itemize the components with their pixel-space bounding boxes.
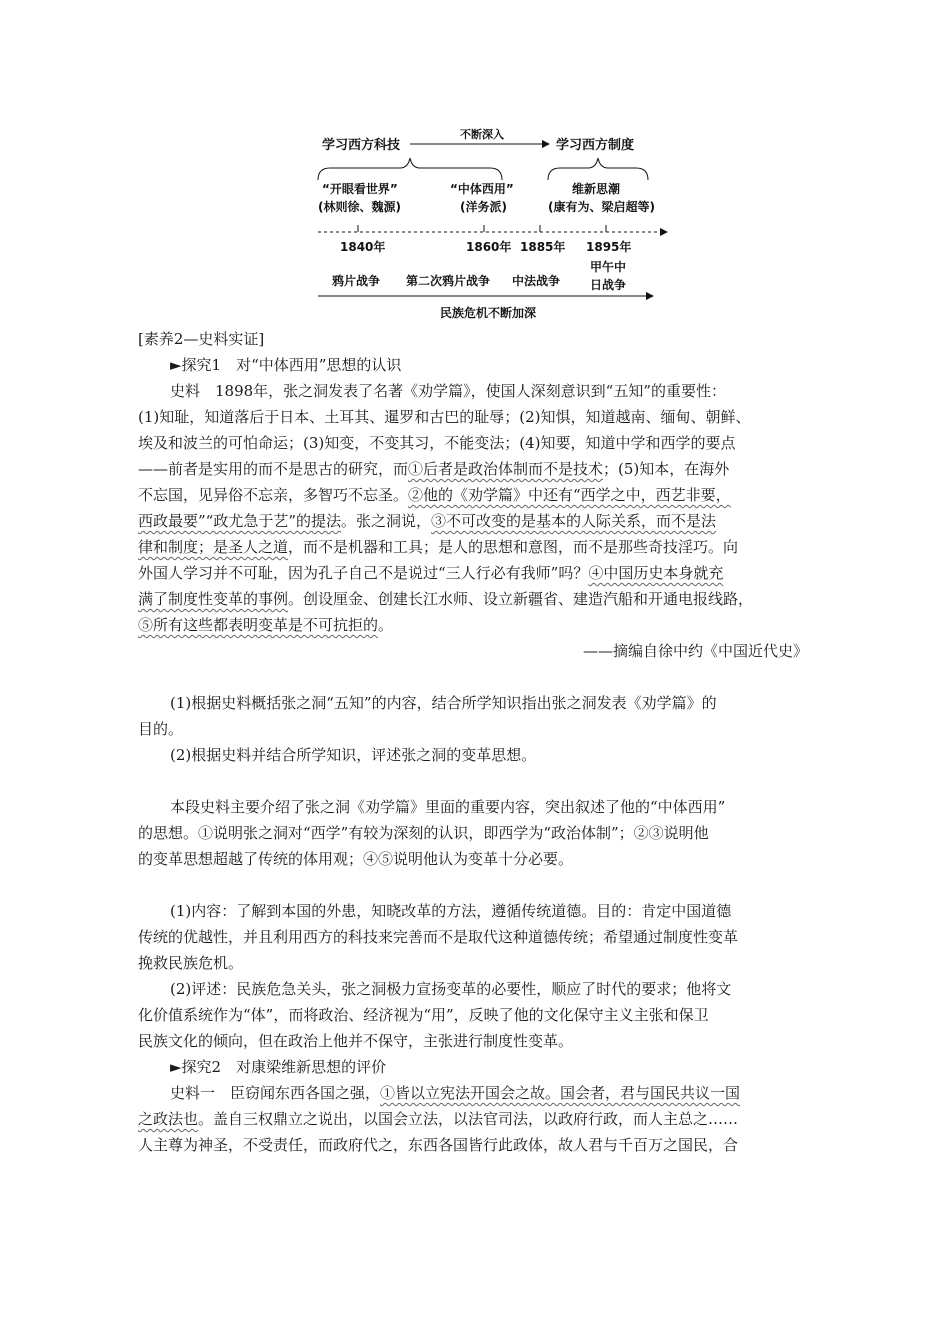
diagram-year: 1885年 [520, 240, 566, 254]
diagram-group1-line1: “开眼看世界” [322, 182, 398, 196]
answer1-line: 传统的优越性，并且利用西方的科技来完善而不是取代这种道德传统；希望通过制度性变革 [138, 928, 739, 946]
answer1-line: 挽救民族危机。 [138, 954, 244, 972]
diagram-group2-line1: “中体西用” [450, 182, 514, 196]
diagram-year: 1840年 [340, 240, 386, 254]
source-text: 史料一 臣窃闻东西各国之强， [170, 1084, 381, 1102]
highlighted-text: ③不可改变的是基本的人际关系，而不是法 [431, 512, 717, 530]
explore1-source [138, 378, 818, 664]
explore2-title: ►探究2 对康梁维新思想的评价 [170, 1058, 387, 1076]
source-line [138, 586, 818, 612]
highlighted-text: 律和制度；是圣人之道 [138, 538, 289, 556]
source-line [138, 1106, 818, 1132]
source-text: 外国人学习并不可耻，因为孔子自己不是说过“三人行必有我师”吗？ [138, 564, 589, 582]
diagram-war: 日战争 [590, 278, 627, 292]
diagram-year: 1895年 [586, 240, 632, 254]
analysis-line: 的思想。①说明张之洞对“西学”有较为深刻的认识，即西学为“政治体制”；②③说明他 [138, 824, 709, 842]
source-line [138, 1080, 818, 1106]
section-header: [素养2—史料实证] [138, 330, 265, 348]
diagram-group3-line2: (康有为、梁启超等) [548, 200, 655, 214]
diagram-war: 中法战争 [512, 274, 561, 288]
highlighted-text: ①皆以立宪法开国会之故。国会者，君与国民共议一国 [380, 1084, 741, 1102]
diagram-war: 第二次鸦片战争 [406, 274, 491, 288]
diagram-left-title: 学习西方科技 [322, 138, 401, 153]
diagram-arrow-label: 不断深入 [460, 128, 504, 141]
source-attribution: ——摘编自徐中约《中国近代史》 [582, 642, 808, 660]
source-line [138, 612, 818, 638]
highlighted-text: ④中国历史本身就充 [588, 564, 724, 582]
source-line: 人主尊为神圣，不受责任，而政府代之，东西各国皆行此政体，故人君与千百万之国民，合 [138, 1136, 739, 1154]
source-text: 。盖自三权鼎立之说出，以国会立法，以法官司法，以政府行政，而人主总之…… [198, 1110, 739, 1128]
diagram-war: 甲午中 [590, 260, 627, 274]
document-body [138, 326, 818, 1158]
highlighted-text: 之政法也 [138, 1110, 199, 1128]
analysis-line: 的变革思想超越了传统的体用观；④⑤说明他认为变革十分必要。 [138, 850, 574, 868]
answer2-line: 民族文化的倾向，但在政治上他并不保守，主张进行制度性变革。 [138, 1032, 574, 1050]
diagram-war: 鸦片战争 [332, 274, 381, 288]
diagram-year: 1860年 [466, 240, 512, 254]
diagram-bottom-label: 民族危机不断加深 [440, 306, 537, 320]
source-line [138, 456, 818, 482]
highlighted-text: ①后者是政治体制而不是技术 [408, 460, 604, 478]
highlighted-text: 满了制度性变革的事例 [138, 590, 289, 608]
explore1-title: ►探究1 对“中体西用”思想的认识 [170, 356, 402, 374]
source-line: (1)知耻，知道落后于日本、土耳其、暹罗和古巴的耻辱；(2)知惧，知道越南、缅甸、朝鲜、 [138, 408, 751, 426]
source-text: ——前者是实用的而不是思古的研究，而 [138, 460, 409, 478]
answer1-line: (1)内容：了解到本国的外患，知晓改革的方法，遵循传统道德。目的：肯定中国道德 [170, 902, 732, 920]
timeline-diagram [310, 118, 680, 328]
diagram-group1-line2: (林则徐、魏源) [318, 200, 401, 214]
question-2: (2)根据史料并结合所学知识，评述张之洞的变革思想。 [170, 746, 537, 764]
analysis-line: 本段史料主要介绍了张之洞《劝学篇》里面的重要内容，突出叙述了他的“中体西用” [170, 798, 726, 816]
source-text: ；(5)知本，在海外 [603, 460, 730, 478]
source-text: 不忘国，见异俗不忘亲，多智巧不忘圣。 [138, 486, 409, 504]
highlighted-text: 西政最要”“政尤急于艺”的提法 [138, 512, 342, 530]
source-text: 。张之洞说， [341, 512, 432, 530]
source-text: ，而不是机器和工具；是人的思想和意图，而不是那些奇技淫巧。向 [288, 538, 739, 556]
highlighted-text: ⑤所有这些都表明变革是不可抗拒的 [138, 616, 379, 634]
source-line: 埃及和波兰的可怕命运；(3)知变，不变其习，不能变法；(4)知要，知道中学和西学的要点 [138, 434, 736, 452]
answer2-line: (2)评述：民族危急关头，张之洞极力宣扬变革的必要性，顺应了时代的要求；他将文 [170, 980, 732, 998]
diagram-group3-line1: 维新思潮 [572, 182, 621, 196]
source-line [138, 508, 818, 534]
diagram-right-title: 学习西方制度 [556, 138, 635, 153]
source-line [138, 560, 818, 586]
source-line: 史料 1898年，张之洞发表了名著《劝学篇》，使国人深刻意识到“五知”的重要性： [170, 382, 727, 400]
highlighted-text: ②他的《劝学篇》中还有“西学之中，西艺非要， [408, 486, 731, 504]
source-line [138, 534, 818, 560]
source-text: 。创设厘金、创建长江水师、设立新疆省、建造汽船和开通电报线路， [288, 590, 754, 608]
source-line [138, 482, 818, 508]
diagram-group2-line2: (洋务派) [460, 200, 507, 214]
question-1: (1)根据史料概括张之洞“五知”的内容，结合所学知识指出张之洞发表《劝学篇》的 [170, 694, 717, 712]
question-1-cont: 目的。 [138, 720, 184, 738]
source-text: 。 [378, 616, 394, 634]
answer2-line: 化价值系统作为“体”，而将政治、经济视为“用”，反映了他的文化保守主义主张和保卫 [138, 1006, 709, 1024]
